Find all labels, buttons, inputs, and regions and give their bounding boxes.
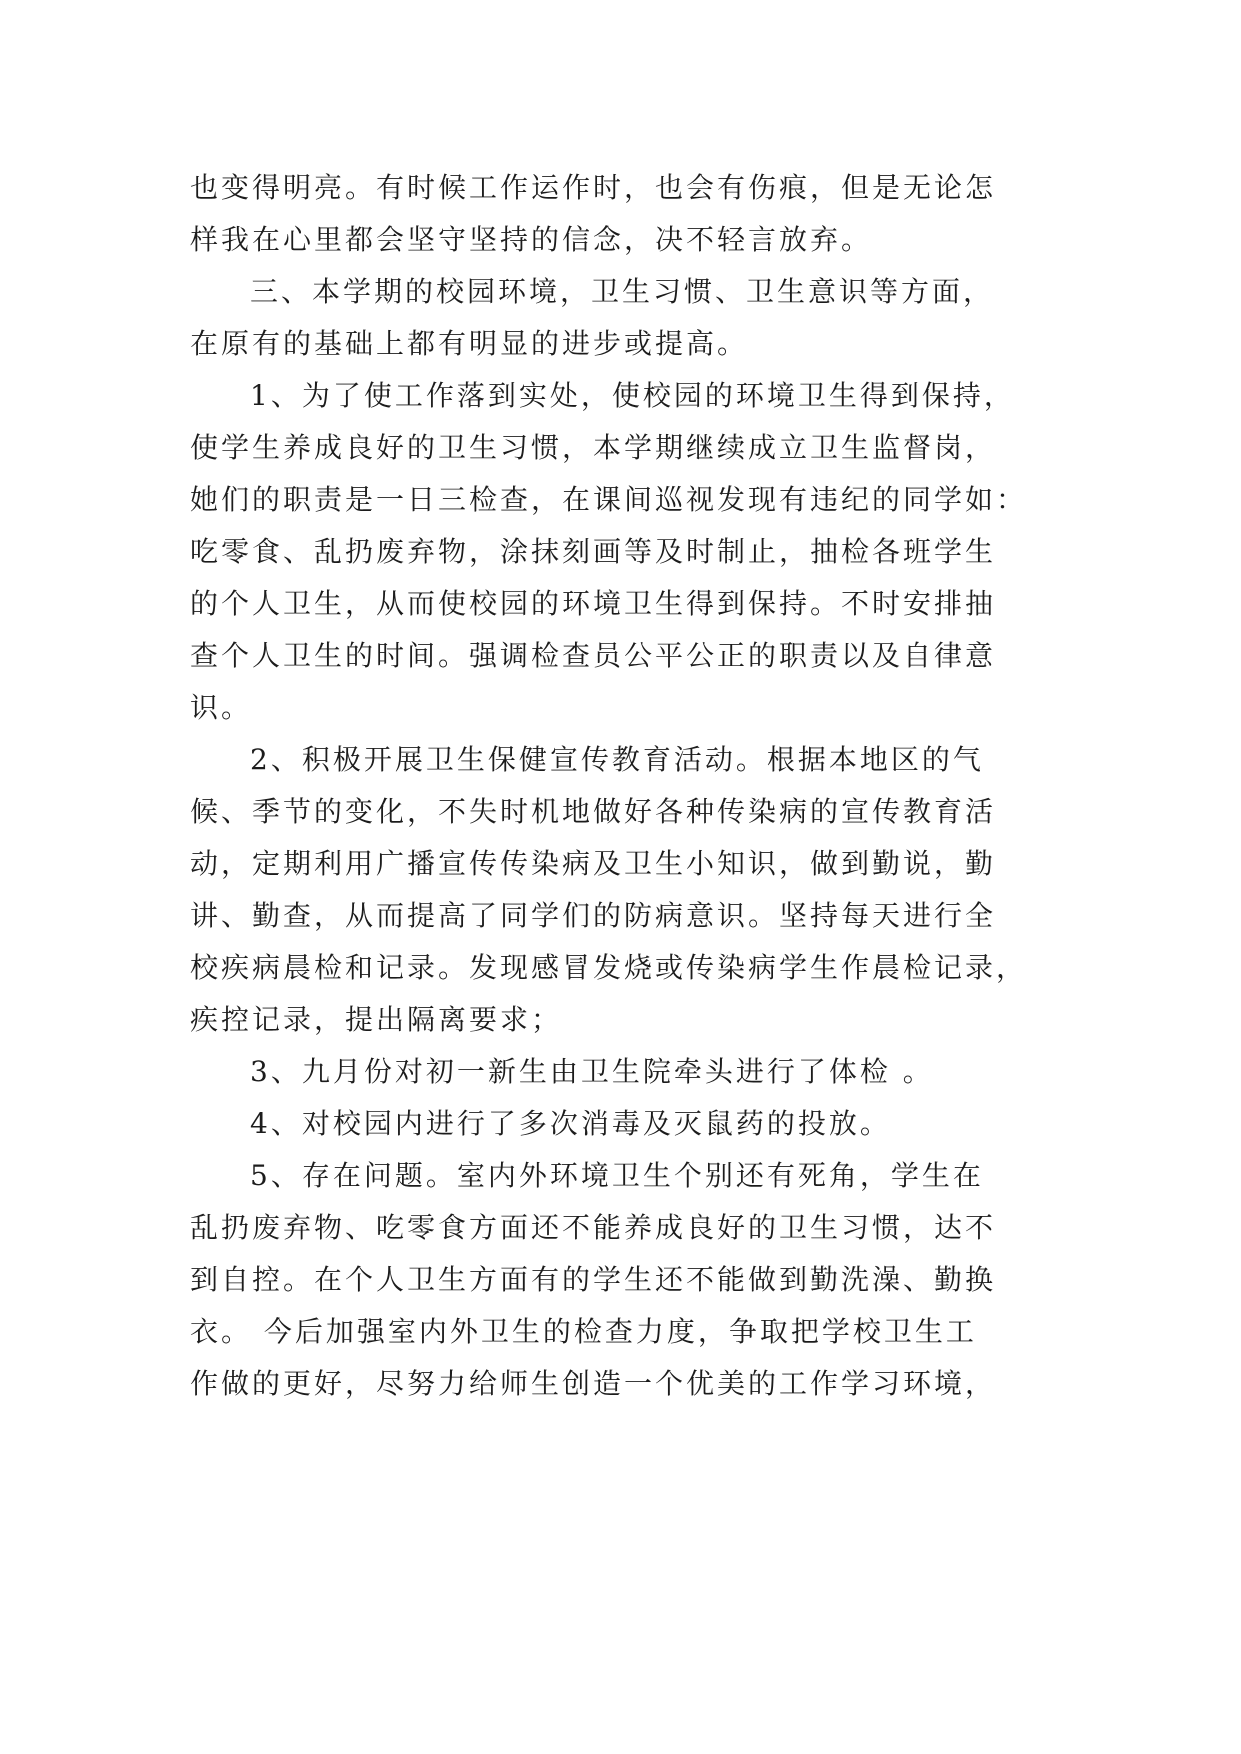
text-line: 乱扔废弃物、吃零食方面还不能养成良好的卫生习惯，达不 [190, 1211, 997, 1244]
text-line: 到自控。在个人卫生方面有的学生还不能做到勤洗澡、勤换 [190, 1263, 997, 1296]
text-line: 衣。 今后加强室内外卫生的检查力度，争取把学校卫生工 [190, 1315, 977, 1348]
text-line: 动，定期利用广播宣传传染病及卫生小知识，做到勤说，勤 [190, 847, 997, 880]
document-body [190, 162, 1050, 1410]
text-line: 疾控记录，提出隔离要求； [190, 1003, 563, 1036]
paragraph-item-1 [190, 370, 1050, 734]
paragraph-section-three [190, 266, 1050, 370]
text-line: 讲、勤查，从而提高了同学们的防病意识。坚持每天进行全 [190, 899, 997, 932]
text-line: 5、存在问题。室内外环境卫生个别还有死角，学生在 [250, 1159, 984, 1192]
paragraph-1 [190, 162, 1050, 266]
paragraph-item-4 [190, 1098, 1050, 1150]
text-line: 3、九月份对初一新生由卫生院牵头进行了体检 。 [250, 1055, 934, 1088]
text-line: 也变得明亮。有时候工作运作时，也会有伤痕，但是无论怎 [190, 171, 997, 204]
text-line: 查个人卫生的时间。强调检查员公平公正的职责以及自律意 [190, 639, 997, 672]
text-line: 吃零食、乱扔废弃物，涂抹刻画等及时制止，抽检各班学生 [190, 535, 997, 568]
text-line: 2、积极开展卫生保健宣传教育活动。根据本地区的气 [250, 743, 984, 776]
text-line: 的个人卫生，从而使校园的环境卫生得到保持。不时安排抽 [190, 587, 997, 620]
text-line: 1、为了使工作落到实处，使校园的环境卫生得到保持， [250, 379, 1015, 412]
text-line: 三、本学期的校园环境，卫生习惯、卫生意识等方面， [250, 275, 995, 308]
text-line: 在原有的基础上都有明显的进步或提高。 [190, 327, 749, 360]
text-line: 作做的更好，尽努力给师生创造一个优美的工作学习环境， [190, 1367, 997, 1400]
text-line: 4、对校园内进行了多次消毒及灭鼠药的投放。 [250, 1107, 891, 1140]
text-line: 识。 [190, 691, 253, 724]
text-line: 候、季节的变化，不失时机地做好各种传染病的宣传教育活 [190, 795, 997, 828]
paragraph-item-2 [190, 734, 1050, 1046]
paragraph-item-5 [190, 1150, 1050, 1410]
paragraph-item-3 [190, 1046, 1050, 1098]
text-line: 校疾病晨检和记录。发现感冒发烧或传染病学生作晨检记录， [190, 951, 1028, 984]
text-line: 使学生养成良好的卫生习惯，本学期继续成立卫生监督岗， [190, 431, 997, 464]
text-line: 样我在心里都会坚守坚持的信念，决不轻言放弃。 [190, 223, 873, 256]
text-line: 她们的职责是一日三检查，在课间巡视发现有违纪的同学如： [190, 483, 1028, 516]
